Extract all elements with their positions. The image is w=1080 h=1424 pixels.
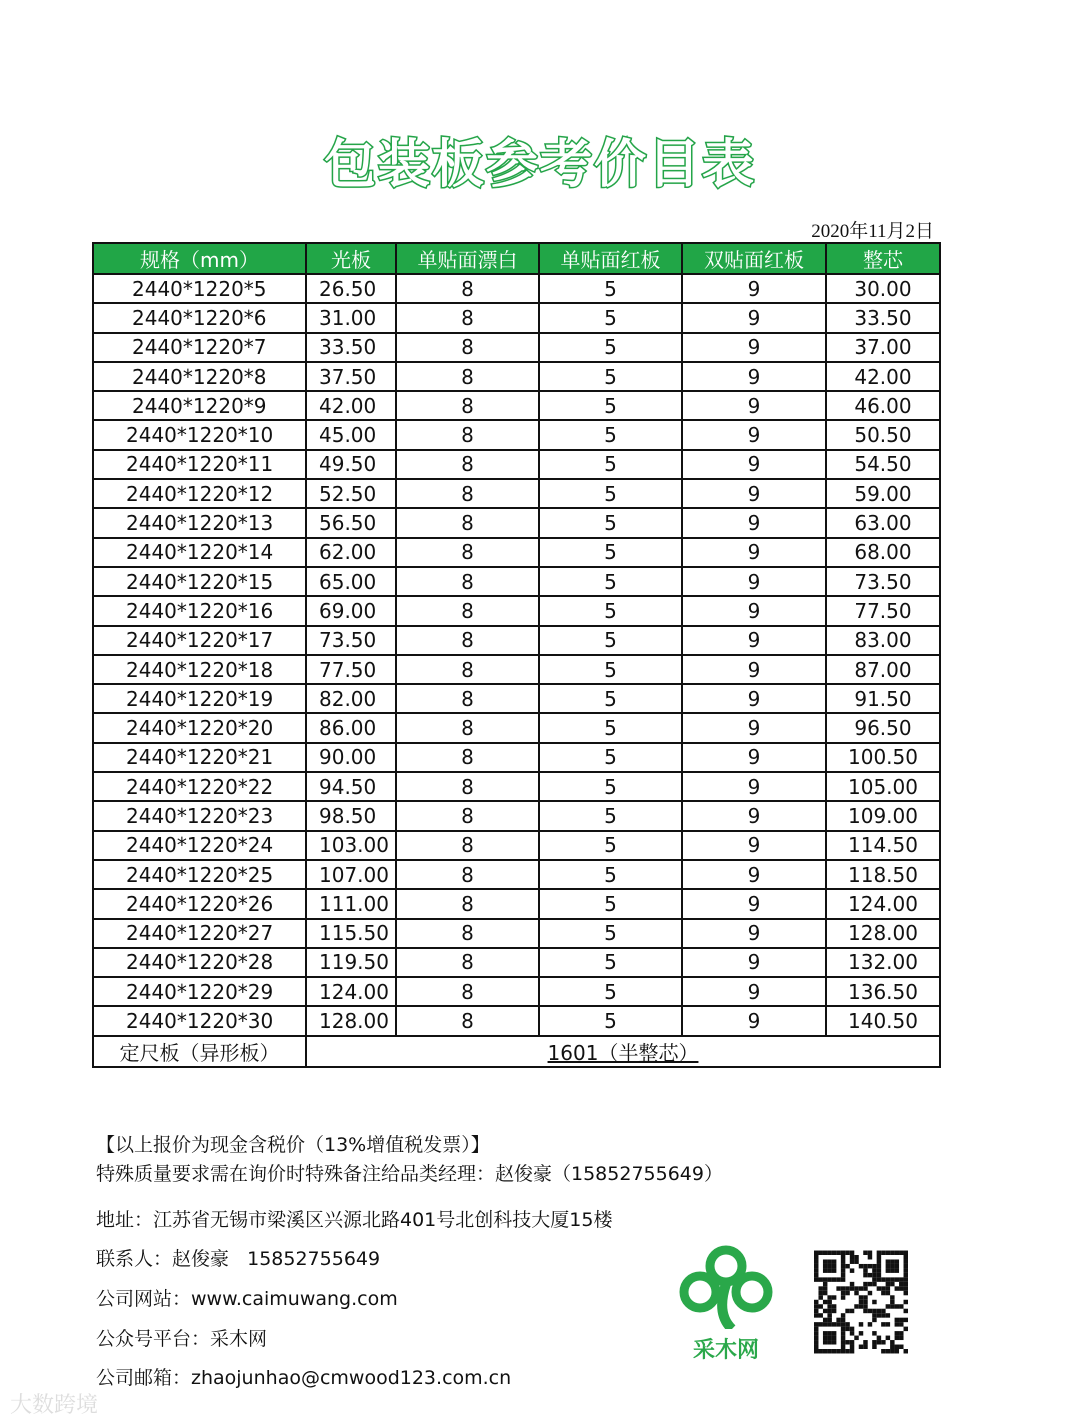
table-cell: 136.50 bbox=[826, 977, 940, 1006]
table-cell: 90.00 bbox=[306, 743, 396, 772]
table-row bbox=[93, 919, 940, 948]
table-cell: 9 bbox=[682, 801, 826, 830]
table-cell: 63.00 bbox=[826, 508, 940, 537]
table-cell: 86.00 bbox=[306, 713, 396, 742]
table-cell: 132.00 bbox=[826, 948, 940, 977]
table-cell: 115.50 bbox=[306, 919, 396, 948]
table-cell: 9 bbox=[682, 508, 826, 537]
table-cell: 9 bbox=[682, 772, 826, 801]
table-cell: 49.50 bbox=[306, 450, 396, 479]
table-cell: 8 bbox=[396, 420, 539, 449]
table-cell: 73.50 bbox=[826, 567, 940, 596]
table-cell: 73.50 bbox=[306, 626, 396, 655]
table-cell: 5 bbox=[539, 948, 682, 977]
table-row bbox=[93, 303, 940, 332]
table-cell: 5 bbox=[539, 420, 682, 449]
col-header-full-core: 整芯 bbox=[826, 243, 940, 274]
wechat-account: 公众号平台：采木网 bbox=[96, 1328, 268, 1350]
table-row bbox=[93, 420, 940, 449]
table-cell: 9 bbox=[682, 860, 826, 889]
logo-text: 采木网 bbox=[692, 1338, 759, 1363]
table-cell: 31.00 bbox=[306, 303, 396, 332]
table-row bbox=[93, 772, 940, 801]
date-label: 2020年11月2日 bbox=[811, 221, 934, 242]
table-cell: 2440*1220*13 bbox=[93, 508, 306, 537]
table-cell: 9 bbox=[682, 303, 826, 332]
table-cell: 37.50 bbox=[306, 362, 396, 391]
table-cell: 5 bbox=[539, 508, 682, 537]
table-cell: 8 bbox=[396, 743, 539, 772]
table-cell: 8 bbox=[396, 713, 539, 742]
table-cell: 124.00 bbox=[306, 977, 396, 1006]
table-cell: 30.00 bbox=[826, 274, 940, 303]
email: 公司邮箱：zhaojunhao@cmwood123.com.cn bbox=[96, 1367, 512, 1389]
table-cell: 8 bbox=[396, 860, 539, 889]
table-cell: 2440*1220*9 bbox=[93, 391, 306, 420]
table-cell: 5 bbox=[539, 860, 682, 889]
table-cell: 91.50 bbox=[826, 684, 940, 713]
table-cell: 5 bbox=[539, 333, 682, 362]
table-cell: 107.00 bbox=[306, 860, 396, 889]
table-cell: 9 bbox=[682, 626, 826, 655]
table-cell: 8 bbox=[396, 831, 539, 860]
table-cell: 8 bbox=[396, 977, 539, 1006]
table-cell: 8 bbox=[396, 889, 539, 918]
table-cell: 5 bbox=[539, 274, 682, 303]
table-cell: 5 bbox=[539, 919, 682, 948]
table-cell: 2440*1220*26 bbox=[93, 889, 306, 918]
price-table bbox=[92, 242, 941, 1068]
table-cell: 69.00 bbox=[306, 596, 396, 625]
table-cell: 2440*1220*12 bbox=[93, 479, 306, 508]
table-cell: 2440*1220*25 bbox=[93, 860, 306, 889]
table-cell: 5 bbox=[539, 743, 682, 772]
footer-value: 1601（半整芯） bbox=[547, 1040, 699, 1065]
table-row bbox=[93, 655, 940, 684]
table-cell: 5 bbox=[539, 1006, 682, 1035]
table-cell: 9 bbox=[682, 538, 826, 567]
table-cell: 2440*1220*8 bbox=[93, 362, 306, 391]
table-cell: 33.50 bbox=[826, 303, 940, 332]
table-cell: 119.50 bbox=[306, 948, 396, 977]
table-cell: 8 bbox=[396, 362, 539, 391]
table-cell: 124.00 bbox=[826, 889, 940, 918]
table-cell: 5 bbox=[539, 391, 682, 420]
table-cell: 96.50 bbox=[826, 713, 940, 742]
table-cell: 9 bbox=[682, 362, 826, 391]
table-cell: 5 bbox=[539, 684, 682, 713]
table-cell: 9 bbox=[682, 596, 826, 625]
address: 地址：江苏省无锡市梁溪区兴源北路401号北创科技大厦15楼 bbox=[96, 1209, 613, 1231]
tree-logo-icon bbox=[676, 1244, 776, 1329]
table-cell: 8 bbox=[396, 655, 539, 684]
table-cell: 9 bbox=[682, 274, 826, 303]
table-cell: 5 bbox=[539, 655, 682, 684]
table-cell: 2440*1220*22 bbox=[93, 772, 306, 801]
table-cell: 5 bbox=[539, 977, 682, 1006]
table-cell: 8 bbox=[396, 274, 539, 303]
table-row bbox=[93, 567, 940, 596]
table-cell: 45.00 bbox=[306, 420, 396, 449]
table-cell: 8 bbox=[396, 303, 539, 332]
table-cell: 103.00 bbox=[306, 831, 396, 860]
table-cell: 9 bbox=[682, 420, 826, 449]
table-cell: 9 bbox=[682, 567, 826, 596]
col-header-single-bleached: 单贴面漂白 bbox=[396, 243, 539, 274]
table-cell: 8 bbox=[396, 596, 539, 625]
table-header-row bbox=[93, 243, 940, 274]
table-cell: 8 bbox=[396, 567, 539, 596]
table-cell: 5 bbox=[539, 567, 682, 596]
table-cell: 87.00 bbox=[826, 655, 940, 684]
table-row bbox=[93, 743, 940, 772]
caimuwang-logo bbox=[676, 1244, 776, 1363]
table-cell: 2440*1220*29 bbox=[93, 977, 306, 1006]
table-cell: 9 bbox=[682, 479, 826, 508]
table-row bbox=[93, 362, 940, 391]
table-row bbox=[93, 538, 940, 567]
table-cell: 109.00 bbox=[826, 801, 940, 830]
table-cell: 9 bbox=[682, 450, 826, 479]
table-cell: 140.50 bbox=[826, 1006, 940, 1035]
table-cell: 54.50 bbox=[826, 450, 940, 479]
table-cell: 9 bbox=[682, 391, 826, 420]
table-row bbox=[93, 626, 940, 655]
table-row bbox=[93, 684, 940, 713]
table-cell: 9 bbox=[682, 655, 826, 684]
table-cell: 2440*1220*17 bbox=[93, 626, 306, 655]
table-cell: 2440*1220*5 bbox=[93, 274, 306, 303]
table-cell: 9 bbox=[682, 713, 826, 742]
table-cell: 50.50 bbox=[826, 420, 940, 449]
table-cell: 2440*1220*7 bbox=[93, 333, 306, 362]
table-cell: 8 bbox=[396, 626, 539, 655]
table-cell: 2440*1220*15 bbox=[93, 567, 306, 596]
table-cell: 9 bbox=[682, 948, 826, 977]
table-row bbox=[93, 1006, 940, 1035]
table-footer-row bbox=[93, 1036, 940, 1067]
table-cell: 8 bbox=[396, 801, 539, 830]
table-cell: 5 bbox=[539, 450, 682, 479]
table-cell: 5 bbox=[539, 596, 682, 625]
table-cell: 2440*1220*30 bbox=[93, 1006, 306, 1035]
table-cell: 114.50 bbox=[826, 831, 940, 860]
table-cell: 100.50 bbox=[826, 743, 940, 772]
table-cell: 8 bbox=[396, 1006, 539, 1035]
table-cell: 8 bbox=[396, 333, 539, 362]
table-cell: 2440*1220*14 bbox=[93, 538, 306, 567]
table-cell: 77.50 bbox=[306, 655, 396, 684]
table-cell: 5 bbox=[539, 626, 682, 655]
table-cell: 9 bbox=[682, 919, 826, 948]
table-cell: 8 bbox=[396, 919, 539, 948]
table-cell: 2440*1220*10 bbox=[93, 420, 306, 449]
website: 公司网站：www.caimuwang.com bbox=[96, 1288, 398, 1310]
table-cell: 128.00 bbox=[306, 1006, 396, 1035]
table-cell: 118.50 bbox=[826, 860, 940, 889]
contact-person: 联系人：赵俊豪 15852755649 bbox=[96, 1248, 381, 1270]
table-cell: 5 bbox=[539, 538, 682, 567]
table-cell: 8 bbox=[396, 772, 539, 801]
table-cell: 2440*1220*16 bbox=[93, 596, 306, 625]
table-row bbox=[93, 479, 940, 508]
table-cell: 5 bbox=[539, 801, 682, 830]
table-cell: 5 bbox=[539, 772, 682, 801]
table-cell: 8 bbox=[396, 450, 539, 479]
table-cell: 5 bbox=[539, 831, 682, 860]
table-cell: 5 bbox=[539, 303, 682, 332]
table-cell: 37.00 bbox=[826, 333, 940, 362]
table-cell: 42.00 bbox=[306, 391, 396, 420]
table-cell: 62.00 bbox=[306, 538, 396, 567]
table-cell: 2440*1220*20 bbox=[93, 713, 306, 742]
table-row bbox=[93, 801, 940, 830]
table-cell: 9 bbox=[682, 831, 826, 860]
table-cell: 26.50 bbox=[306, 274, 396, 303]
table-cell: 77.50 bbox=[826, 596, 940, 625]
table-cell: 2440*1220*19 bbox=[93, 684, 306, 713]
table-cell: 128.00 bbox=[826, 919, 940, 948]
table-cell: 111.00 bbox=[306, 889, 396, 918]
table-cell: 94.50 bbox=[306, 772, 396, 801]
table-row bbox=[93, 391, 940, 420]
table-cell: 98.50 bbox=[306, 801, 396, 830]
table-cell: 5 bbox=[539, 889, 682, 918]
col-header-double-red: 双贴面红板 bbox=[682, 243, 826, 274]
watermark: 大数跨境 bbox=[10, 1393, 99, 1418]
table-cell: 59.00 bbox=[826, 479, 940, 508]
table-cell: 33.50 bbox=[306, 333, 396, 362]
col-header-plain: 光板 bbox=[306, 243, 396, 274]
table-row bbox=[93, 274, 940, 303]
table-cell: 2440*1220*18 bbox=[93, 655, 306, 684]
table-cell: 2440*1220*11 bbox=[93, 450, 306, 479]
table-cell: 82.00 bbox=[306, 684, 396, 713]
table-row bbox=[93, 713, 940, 742]
table-cell: 8 bbox=[396, 538, 539, 567]
table-cell: 56.50 bbox=[306, 508, 396, 537]
table-row bbox=[93, 860, 940, 889]
table-cell: 8 bbox=[396, 391, 539, 420]
special-note: 特殊质量要求需在询价时特殊备注给品类经理：赵俊豪（15852755649） bbox=[96, 1163, 723, 1185]
table-row bbox=[93, 977, 940, 1006]
table-cell: 65.00 bbox=[306, 567, 396, 596]
table-cell: 8 bbox=[396, 948, 539, 977]
table-cell: 2440*1220*6 bbox=[93, 303, 306, 332]
table-cell: 68.00 bbox=[826, 538, 940, 567]
table-cell: 8 bbox=[396, 508, 539, 537]
table-cell: 9 bbox=[682, 684, 826, 713]
table-cell: 2440*1220*23 bbox=[93, 801, 306, 830]
table-row bbox=[93, 596, 940, 625]
table-cell: 9 bbox=[682, 743, 826, 772]
footer-label: 定尺板（异形板） bbox=[93, 1036, 306, 1067]
table-row bbox=[93, 333, 940, 362]
page-title: 包装板参考价目表 bbox=[323, 135, 756, 195]
table-cell: 2440*1220*24 bbox=[93, 831, 306, 860]
table-cell: 46.00 bbox=[826, 391, 940, 420]
table-row bbox=[93, 831, 940, 860]
table-cell: 8 bbox=[396, 684, 539, 713]
table-cell: 9 bbox=[682, 1006, 826, 1035]
table-cell: 52.50 bbox=[306, 479, 396, 508]
table-cell: 9 bbox=[682, 889, 826, 918]
qr-code-icon bbox=[814, 1250, 908, 1354]
table-cell: 2440*1220*27 bbox=[93, 919, 306, 948]
table-cell: 83.00 bbox=[826, 626, 940, 655]
table-row bbox=[93, 889, 940, 918]
table-cell: 5 bbox=[539, 362, 682, 391]
table-row bbox=[93, 948, 940, 977]
col-header-single-red: 单贴面红板 bbox=[539, 243, 682, 274]
table-cell: 105.00 bbox=[826, 772, 940, 801]
table-cell: 42.00 bbox=[826, 362, 940, 391]
table-row bbox=[93, 508, 940, 537]
table-cell: 2440*1220*21 bbox=[93, 743, 306, 772]
table-cell: 9 bbox=[682, 977, 826, 1006]
table-cell: 5 bbox=[539, 479, 682, 508]
tax-note: 【以上报价为现金含税价（13%增值税发票）】 bbox=[96, 1134, 490, 1156]
table-cell: 9 bbox=[682, 333, 826, 362]
table-cell: 5 bbox=[539, 713, 682, 742]
table-cell: 2440*1220*28 bbox=[93, 948, 306, 977]
table-row bbox=[93, 450, 940, 479]
table-cell: 8 bbox=[396, 479, 539, 508]
col-header-spec: 规格（mm） bbox=[93, 243, 306, 274]
